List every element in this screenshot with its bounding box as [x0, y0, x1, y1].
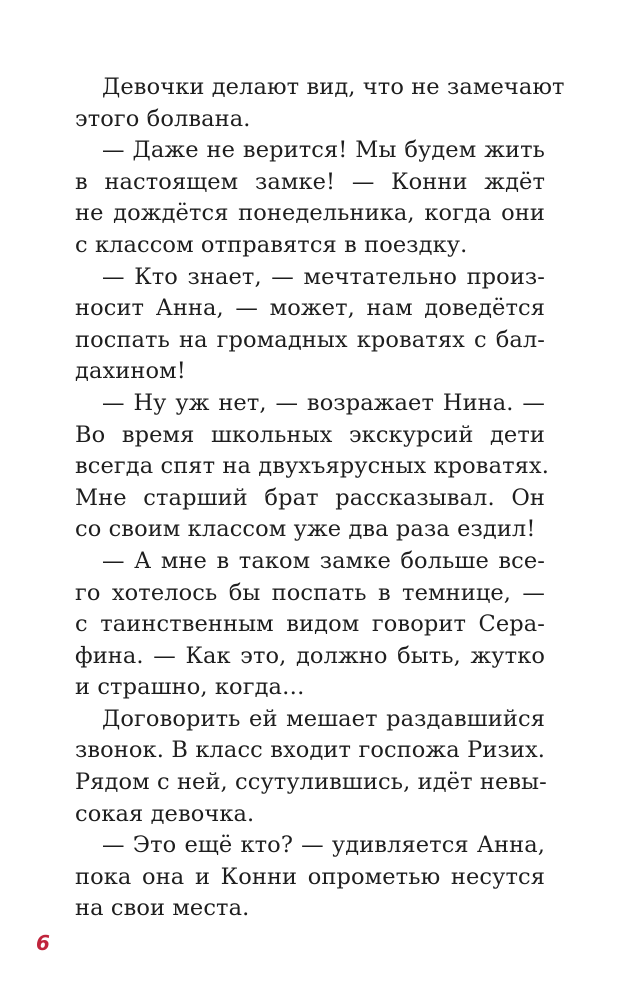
text-line: не дождётся понедельника, когда они [75, 200, 545, 227]
text-line: — А мне в таком замке больше все- [102, 547, 545, 574]
text-line: фина. — Как это, должно быть, жутко [75, 642, 545, 669]
text-line: звонок. В класс входит госпожа Ризих. [75, 737, 545, 764]
text-line: — Это ещё кто? — удивляется Анна, [102, 832, 545, 859]
text-line: носит Анна, — может, нам доведётся [75, 295, 545, 322]
text-line: поспать на громадных кроватях с бал- [75, 326, 545, 353]
text-line: со своим классом уже два раза ездил! [75, 516, 536, 543]
text-line: в настоящем замке! — Конни ждёт [75, 168, 545, 195]
text-line: Рядом с ней, ссутулившись, идёт невы- [75, 769, 547, 796]
text-line: — Кто знает, — мечтательно произ- [102, 263, 545, 290]
text-line: Мне старший брат рассказывал. Он [75, 484, 545, 511]
text-line: сокая девочка. [75, 800, 255, 827]
text-line: всегда спят на двухъярусных кроватях. [75, 453, 549, 480]
text-line: Во время школьных экскурсий дети [75, 421, 545, 448]
text-line: пока она и Конни опрометью несутся [75, 863, 545, 890]
text-line: на свои места. [75, 895, 250, 922]
text-line: с классом отправятся в поездку. [75, 231, 468, 258]
text-line: Девочки делают вид, что не замечают [102, 74, 565, 100]
text-line: этого болвана. [75, 105, 251, 132]
text-line: го хотелось бы поспать в темнице, — [75, 579, 545, 606]
body-text [75, 72, 565, 925]
text-line: Договорить ей мешает раздавшийся [102, 705, 545, 732]
text-line: и страшно, когда… [75, 674, 305, 701]
text-line: дахином! [75, 358, 186, 385]
text-line: с таинственным видом говорит Сера- [75, 611, 545, 638]
text-line: — Даже не верится! Мы будем жить [102, 137, 545, 164]
page-number: 6 [36, 931, 50, 955]
text-line: — Ну уж нет, — возражает Нина. — [102, 389, 545, 416]
